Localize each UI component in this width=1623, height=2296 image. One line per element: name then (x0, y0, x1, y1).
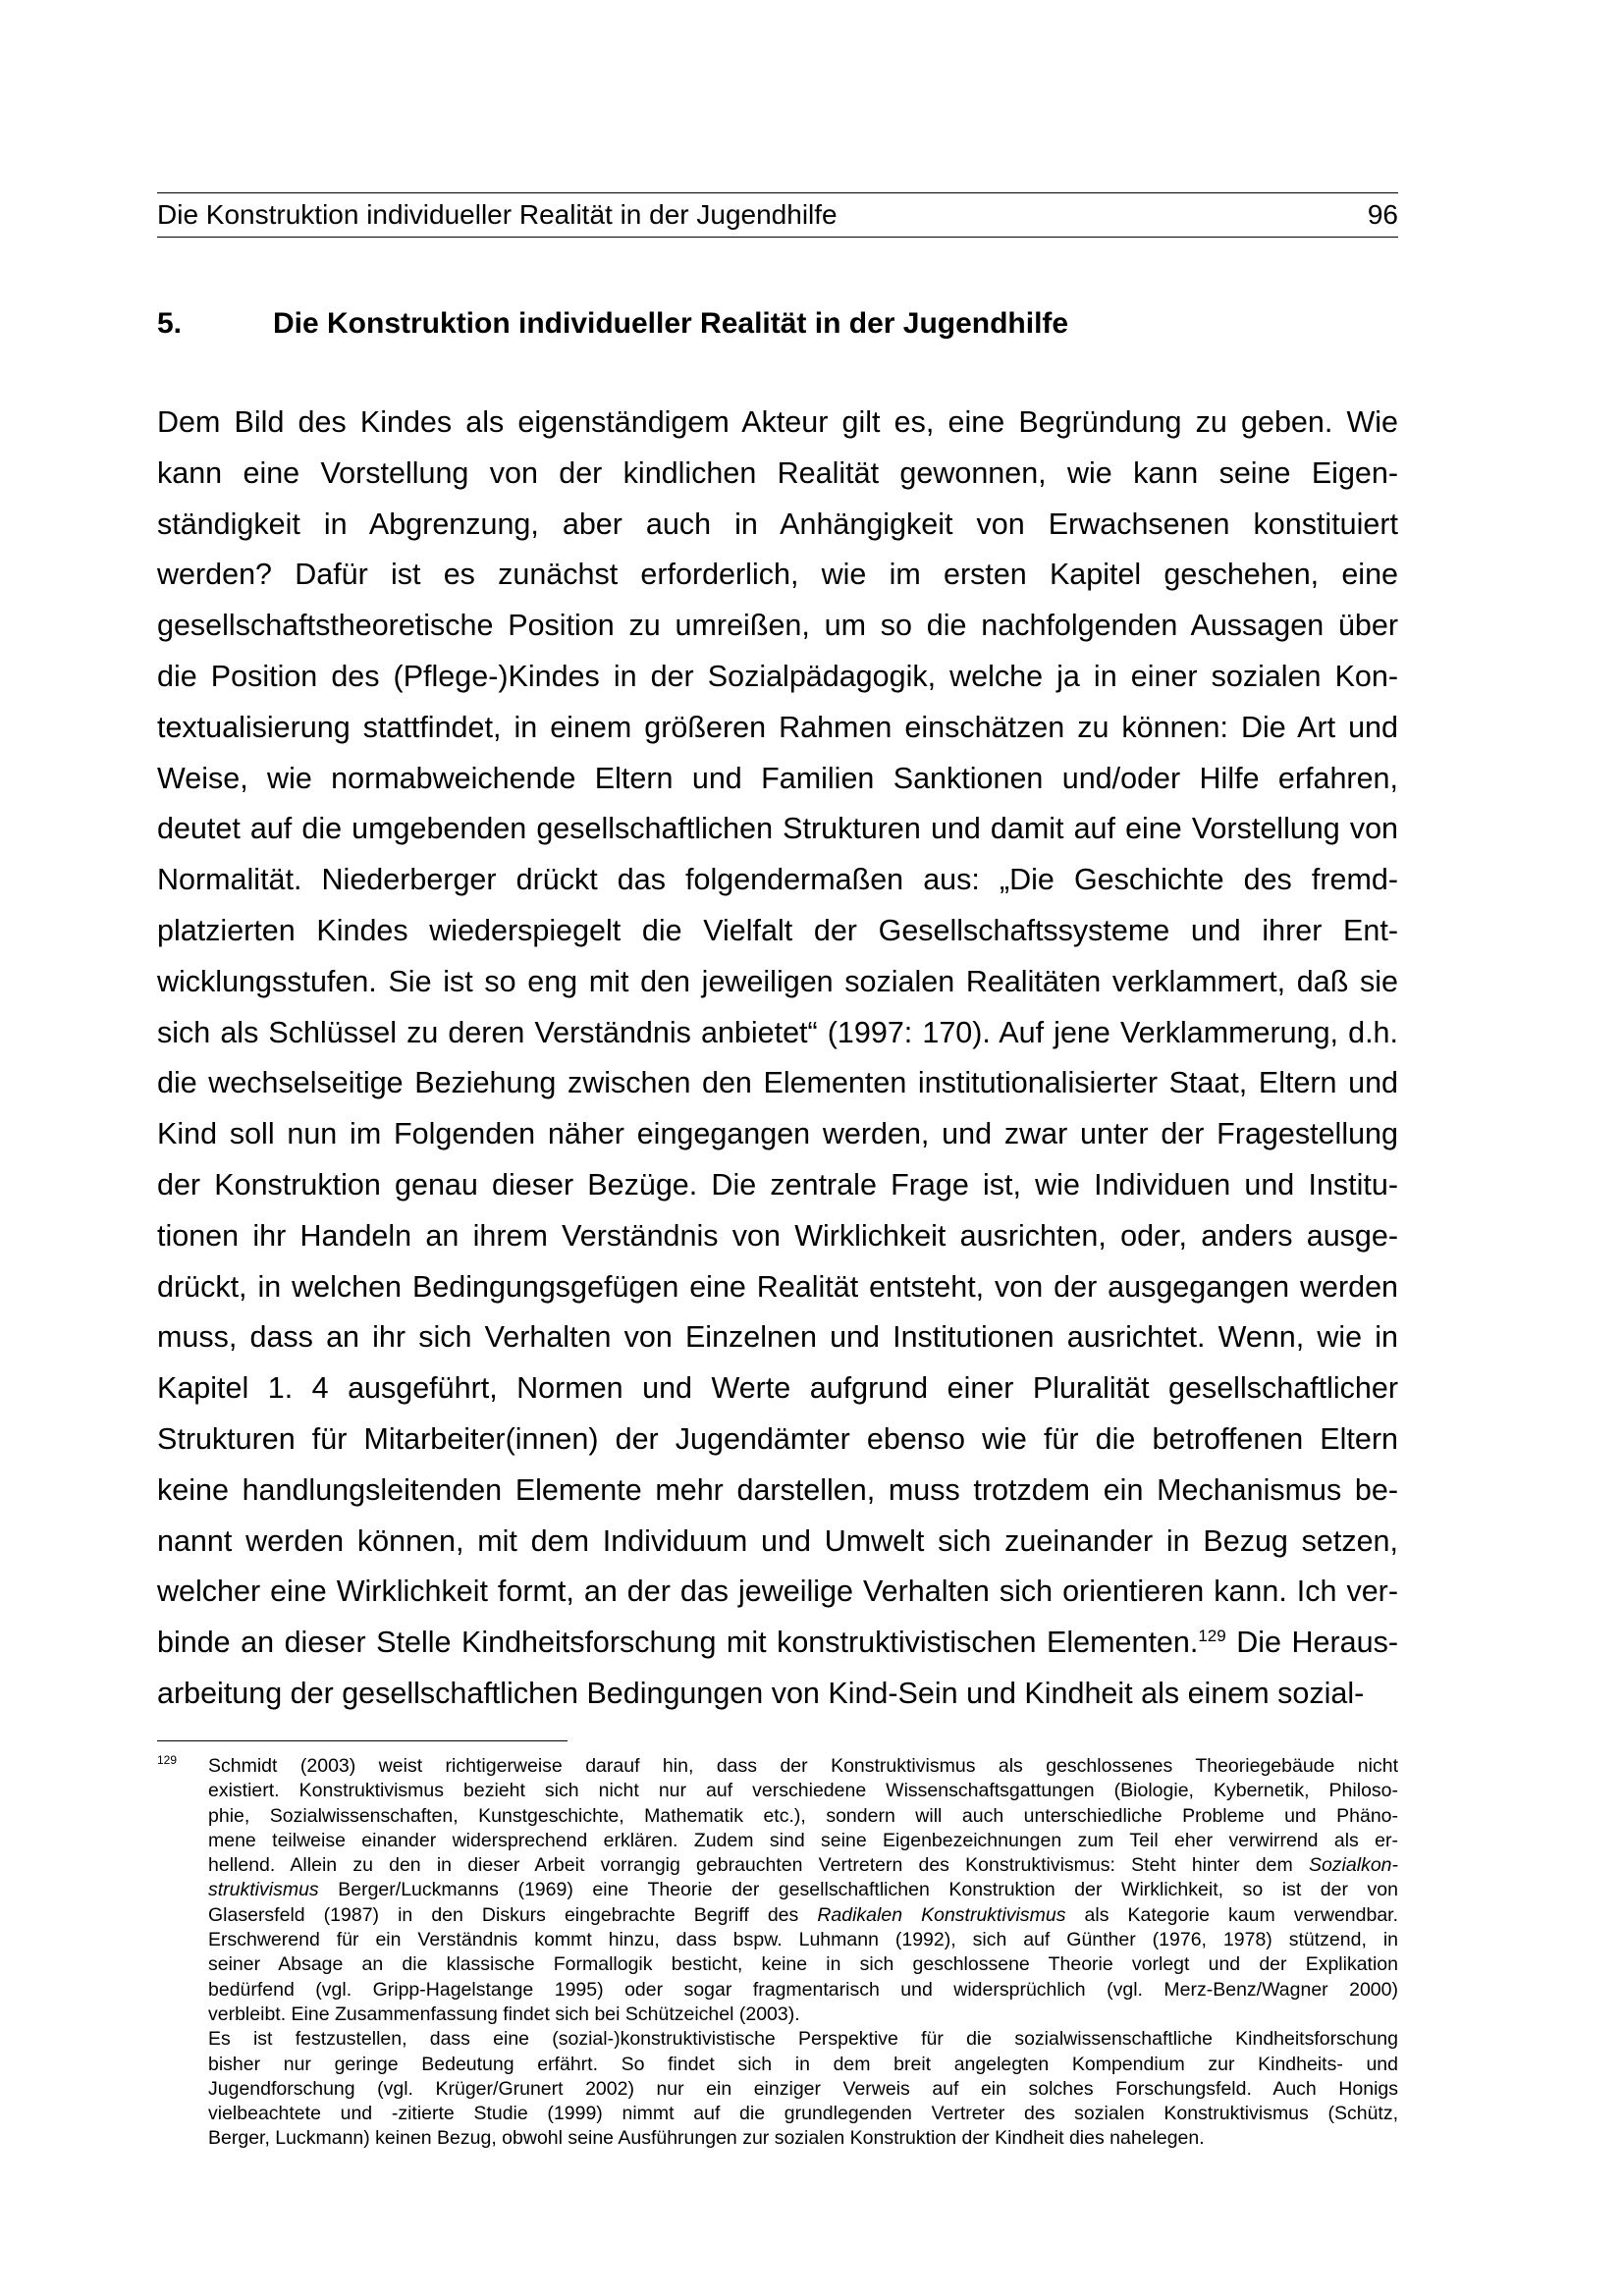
footnote-line (208, 1903, 1398, 1928)
body-line: Kind soll nun im Folgenden näher eingegangen werden, und zwar unter der Fragestellung (157, 1117, 1398, 1151)
chapter-title: Die Konstruktion individueller Realität in der Jugendhilfe (273, 307, 1069, 340)
footnote-line: Berger, Luckmann) keinen Bezug, obwohl seine Ausführungen zur sozialen Konstruktion der Kindheit dies nahelegen. (208, 2127, 1205, 2150)
footnote-line: phie, Sozialwissenschaften, Kunstgeschichte, Mathematik etc.), sondern will auch unterschiedliche Probleme und Phäno- (208, 1804, 1398, 1827)
running-header (157, 192, 1398, 238)
footnote-text: Berger/Luckmanns (1969) eine Theorie der gesellschaftlichen Konstruktion der Wirklichkeit, so ist der von (318, 1879, 1398, 1901)
body-line: arbeitung der gesellschaftlichen Bedingungen von Kind-Sein und Kindheit als einem sozial- (157, 1676, 1365, 1710)
footnote-129 (157, 1754, 1398, 2152)
body-line: sich als Schlüssel zu deren Verständnis anbietet“ (1997: 170). Auf jene Verklammerung, d.h. (157, 1015, 1398, 1049)
body-line: ständigkeit in Abgrenzung, aber auch in Anhängigkeit von Erwachsenen konstituiert (157, 507, 1398, 541)
body-line: muss, dass an ihr sich Verhalten von Einzelnen und Institutionen ausrichtet. Wenn, wie in (157, 1320, 1398, 1355)
header-title: Die Konstruktion individueller Realität in der Jugendhilfe (157, 199, 838, 230)
body-line-tail: Die Heraus- (1225, 1626, 1398, 1660)
footnote-line: bedürfend (vgl. Gripp-Hagelstange 1995) oder sogar fragmentarisch und widersprüchlich (vgl. Merz-Benz/Wagner 2000) (208, 1978, 1398, 2001)
footnote-separator (157, 1740, 568, 1741)
footnote-line: seiner Absage an die klassische Formallogik besticht, keine in sich geschlossene Theorie vorlegt und der Explikation (208, 1953, 1398, 1976)
footnote-line: Erschwerend für ein Verständnis kommt hinzu, dass bspw. Luhmann (1992), sich auf Günther (1976, 1978) stützend, in (208, 1929, 1398, 1951)
footnote-emphasis: Radikalen Konstruktivismus (817, 1903, 1066, 1926)
footnote-marker: 129 (157, 1753, 178, 1767)
body-line: der Konstruktion genau dieser Bezüge. Die zentrale Frage ist, wie Individuen und Institu- (157, 1167, 1398, 1201)
body-line-text: binde an dieser Stelle Kindheitsforschung mit konstruktivistischen Elementen. (157, 1626, 1199, 1660)
footnote-line: Es ist festzustellen, dass eine (sozial-)konstruktivistische Perspektive für die sozialwissenschaftliche Kindheitsforschung (208, 2028, 1398, 2051)
body-line: Weise, wie normabweichende Eltern und Familien Sanktionen und/oder Hilfe erfahren, (157, 761, 1398, 795)
body-line: Kapitel 1. 4 ausgeführt, Normen und Werte aufgrund einer Pluralität gesellschaftlicher (157, 1371, 1398, 1406)
footnote-text: Glasersfeld (1987) in den Diskurs eingebrachte Begriff des (208, 1903, 818, 1926)
footnote-line (208, 1878, 1398, 1902)
footnote-line (208, 1853, 1398, 1878)
body-line-with-footnote-ref (157, 1618, 1398, 1669)
footnote-text: hellend. Allein zu den in dieser Arbeit vorrangig gebrauchten Vertretern des Konstruktivismus: Steht hinter dem (208, 1854, 1309, 1877)
body-line: die Position des (Pflege-)Kindes in der Sozialpädagogik, welche ja in einer sozialen Kon- (157, 659, 1398, 693)
body-line: die wechselseitige Beziehung zwischen den Elementen institutionalisierter Staat, Eltern und (157, 1066, 1398, 1100)
body-line: Strukturen für Mitarbeiter(innen) der Jugendämter ebenso wie für die betroffenen Eltern (157, 1421, 1398, 1456)
chapter-number: 5. (157, 307, 183, 340)
footnote-reference[interactable]: 129 (1198, 1626, 1226, 1645)
body-line: wicklungsstufen. Sie ist so eng mit den jeweiligen sozialen Realitäten verklammert, daß sie (157, 964, 1398, 998)
footnote-line: verbleibt. Eine Zusammenfassung findet sich bei Schützeichel (2003). (208, 2002, 800, 2025)
page-number: 96 (1367, 199, 1398, 230)
footnote-line: bisher nur geringe Bedeutung erfährt. So findet sich in dem breit angelegten Kompendium zur Kindheits- und (208, 2053, 1398, 2075)
footnote-line: mene teilweise einander widersprechend erklären. Zudem sind seine Eigenbezeichnungen zum Teil eher verwirrend als er- (208, 1829, 1398, 1851)
body-line: gesellschaftstheoretische Position zu umreißen, um so die nachfolgenden Aussagen über (157, 609, 1398, 643)
body-line: nannt werden können, mit dem Individuum und Umwelt sich zueinander in Bezug setzen, (157, 1523, 1398, 1558)
body-line: welcher eine Wirklichkeit formt, an der das jeweilige Verhalten sich orientieren kann. Ich ver- (157, 1575, 1398, 1609)
footnote-text: als Kategorie kaum verwendbar. (1065, 1903, 1399, 1926)
footnote-emphasis: Sozialkon- (1308, 1854, 1398, 1877)
body-line: textualisierung stattfindet, in einem größeren Rahmen einschätzen zu können: Die Art und (157, 710, 1398, 744)
footnote-line: vielbeachtete und -zitierte Studie (1999) nimmt auf die grundlegenden Vertreter des sozialen Konstruktivismus (Schütz, (208, 2103, 1398, 2125)
body-line: drückt, in welchen Bedingungsgefügen eine Realität entsteht, von der ausgegangen werden (157, 1269, 1398, 1304)
footnote-area (157, 1754, 1398, 2152)
body-line: Normalität. Niederberger drückt das folgendermaßen aus: „Die Geschichte des fremd- (157, 863, 1398, 897)
footnote-line: Jugendforschung (vgl. Krüger/Grunert 2002) nur ein einziger Verweis auf ein solches Forschungsfeld. Auch Honigs (208, 2077, 1398, 2100)
body-line: deutet auf die umgebenden gesellschaftlichen Strukturen und damit auf eine Vorstellung von (157, 812, 1398, 846)
body-line: kann eine Vorstellung von der kindlichen Realität gewonnen, wie kann seine Eigen- (157, 455, 1398, 490)
body-line: werden? Dafür ist es zunächst erforderlich, wie im ersten Kapitel geschehen, eine (157, 558, 1398, 592)
body-line: tionen ihr Handeln an ihrem Verständnis von Wirklichkeit ausrichten, oder, anders ausge- (157, 1218, 1398, 1253)
chapter-heading (157, 307, 1068, 341)
footnote-emphasis: struktivismus (208, 1879, 319, 1901)
body-line: Dem Bild des Kindes als eigenständigem Akteur gilt es, eine Begründung zu geben. Wie (157, 405, 1398, 439)
body-line: platzierten Kindes wiederspiegelt die Vielfalt der Gesellschaftssysteme und ihrer Ent- (157, 913, 1398, 947)
footnote-line: existiert. Konstruktivismus bezieht sich nicht nur auf verschiedene Wissenschaftsgattungen (Biologie, Kybernetik, Philoso- (208, 1780, 1398, 1802)
body-paragraph (157, 398, 1398, 1720)
footnote-line: Schmidt (2003) weist richtigerweise darauf hin, dass der Konstruktivismus als geschlossenes Theoriegebäude nicht (208, 1755, 1398, 1777)
body-line: keine handlungsleitenden Elemente mehr darstellen, muss trotzdem ein Mechanismus be- (157, 1472, 1398, 1507)
